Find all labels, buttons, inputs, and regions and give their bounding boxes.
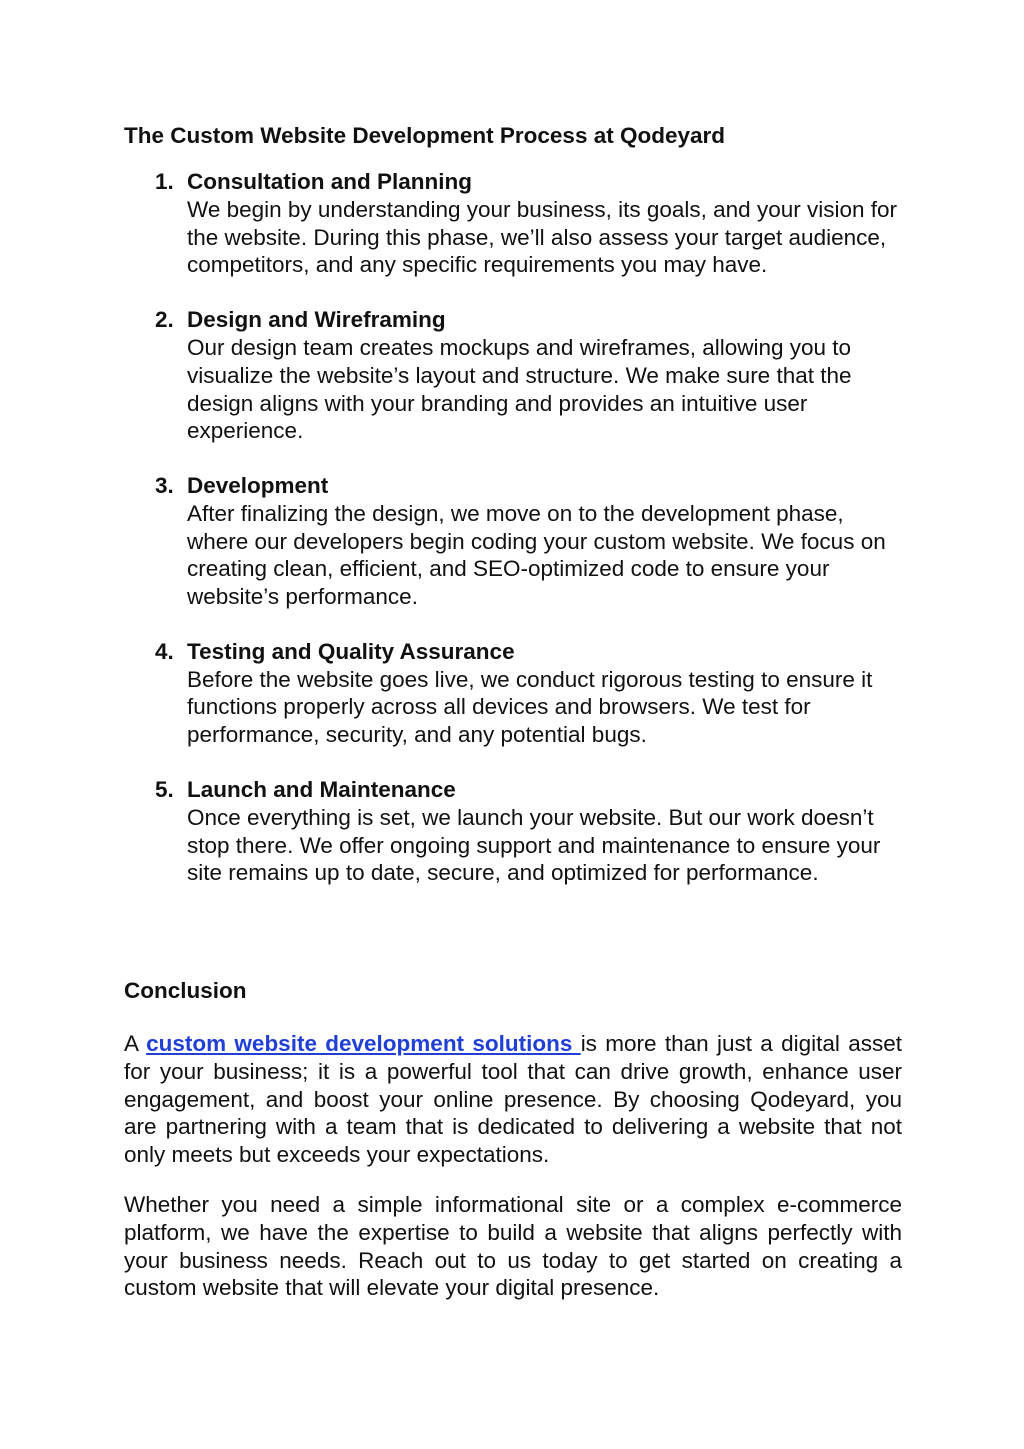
step-description: Our design team creates mockups and wireframes, allowing you to visualize the website’s layout and structure. We make sure that the design aligns with your branding and provides an intuitive user experience.: [187, 335, 852, 444]
paragraph-body-text: is more than just a digital asset for your business; it is a powerful tool that can drive growth, enhance user engagement, and boost your online presence. By choosing Qodeyard, you are partnering with a team that is dedicated to delivering a website that not only meets but exceeds your expectations.: [124, 1031, 902, 1168]
step-title: Design and Wireframing: [187, 307, 446, 333]
paragraph-lead-text: A: [124, 1031, 147, 1056]
step-title: Testing and Quality Assurance: [187, 638, 515, 664]
step-title: Launch and Maintenance: [187, 776, 456, 802]
step-title: Consultation and Planning: [187, 169, 472, 194]
custom-website-development-link[interactable]: custom website development solutions: [146, 1031, 581, 1056]
list-item: [124, 306, 904, 445]
step-description: Once everything is set, we launch your website. But our work doesn’t stop there. We offer ongoing support and maintenance to ensure your site remains up to date, secure, and optimized for performance.: [187, 804, 881, 886]
step-number: 3.: [155, 472, 174, 498]
conclusion-heading: Conclusion: [124, 978, 247, 1003]
step-description: Before the website goes live, we conduct rigorous testing to ensure it functions properly across all devices and browsers. We test for performance, security, and any potential bugs.: [187, 666, 873, 748]
list-item: [124, 776, 904, 887]
step-number: 1.: [155, 169, 174, 194]
list-item: [124, 472, 904, 611]
step-title: Development: [187, 472, 329, 498]
closing-paragraph: Whether you need a simple informational site or a complex e-commerce platform, we have the expertise to build a website that aligns perfectly with your business needs. Reach out to us today to get started on creating a custom website that will elevate your digital presence.: [124, 1192, 902, 1301]
step-number: 4.: [155, 638, 174, 664]
process-steps-list: [124, 168, 904, 914]
conclusion-paragraph: [124, 1030, 902, 1169]
step-number: 2.: [155, 307, 174, 333]
list-item: [124, 168, 904, 279]
step-number: 5.: [155, 776, 174, 802]
step-description: We begin by understanding your business, its goals, and your vision for the website. During this phase, we’ll also assess your target audience, competitors, and any specific requirements you may have.: [187, 197, 897, 278]
list-item: [124, 638, 904, 749]
step-description: After finalizing the design, we move on to the development phase, where our developers begin coding your custom website. We focus on creating clean, efficient, and SEO-optimized code to ensure your website’s performance.: [187, 500, 886, 610]
page-title: The Custom Website Development Process at Qodeyard: [124, 123, 725, 148]
